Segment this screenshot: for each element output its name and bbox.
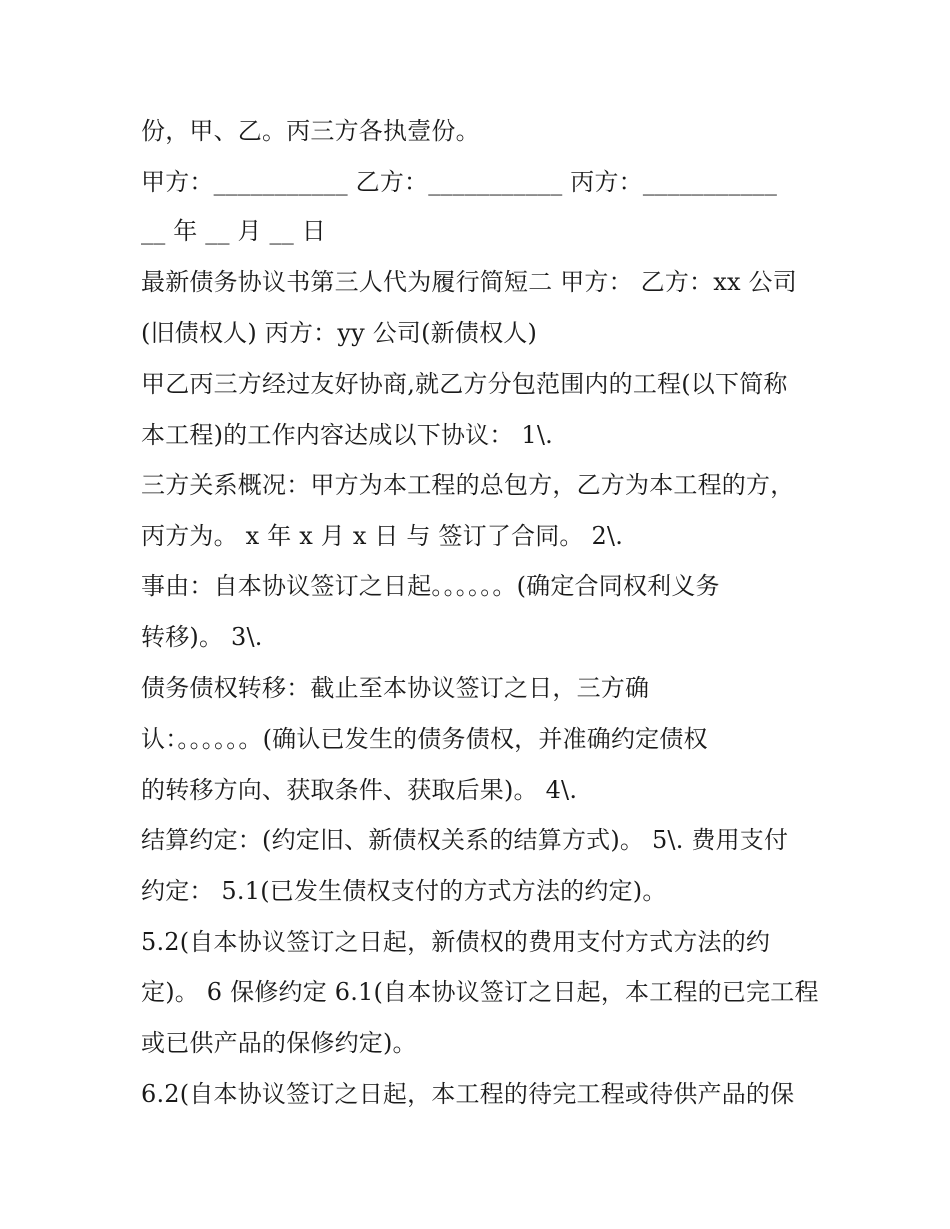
text-line: 甲乙丙三方经过友好协商,就乙方分包范围内的工程(以下简称: [141, 370, 788, 398]
text-line: 或已供产品的保修约定)。: [141, 1029, 417, 1057]
text-line: 丙方为。 x 年 x 月 x 日 与 签订了合同。 2\.: [141, 522, 624, 550]
text-line: 6.2(自本协议签订之日起，本工程的待完工程或待供产品的保: [141, 1080, 795, 1108]
text-line: 5.2(自本协议签订之日起，新债权的费用支付方式方法的约: [141, 928, 771, 956]
text-line: (旧债权人) 丙方：yy 公司(新债权人): [141, 319, 538, 347]
text-line: 三方关系概况：甲方为本工程的总包方，乙方为本工程的方，: [141, 471, 795, 499]
text-line: 认：。。。。。。(确认已发生的债务债权，并准确约定债权: [141, 725, 708, 753]
text-line: 债务债权转移：截止至本协议签订之日，三方确: [141, 674, 650, 702]
text-line: 定)。 6 保修约定 6.1(自本协议签订之日起，本工程的已完工程: [141, 978, 819, 1006]
date-line: __ 年 __ 月 __ 日: [141, 217, 326, 245]
text-line: 事由：自本协议签订之日起。。。。。。(确定合同权利义务: [141, 572, 720, 600]
signature-line: 甲方：___________ 乙方：___________ 丙方：___________: [141, 168, 778, 196]
section-title-line: 最新债务协议书第三人代为履行简短二 甲方： 乙方：xx 公司: [141, 268, 797, 296]
text-line: 约定： 5.1(已发生债权支付的方式方法的约定)。: [141, 877, 667, 905]
text-line: 本工程)的工作内容达成以下协议： 1\.: [141, 421, 553, 449]
text-line: 的转移方向、获取条件、获取后果)。 4\.: [141, 776, 578, 804]
text-line: 份，甲、乙。丙三方各执壹份。: [141, 117, 480, 145]
text-line: 转移)。 3\.: [141, 623, 263, 651]
text-line: 结算约定：(约定旧、新债权关系的结算方式)。 5\. 费用支付: [141, 826, 789, 854]
